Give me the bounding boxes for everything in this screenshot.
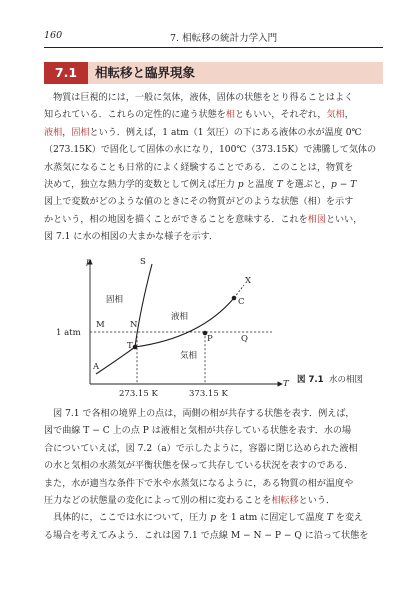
label-1atm: 1 atm: [56, 328, 81, 338]
text-run: 決めて，独立な熱力学的変数として例えば圧力: [44, 180, 238, 191]
text-run: を選ぶと，: [282, 180, 332, 191]
text-run: 図 7.1 に水の相図の大まかな様子を示す．: [44, 232, 219, 243]
text-run: 図 7.1 で各相の境界上の点は，両側の相が共存する状態を表す．例えば，: [44, 409, 355, 419]
vaporization-curve: [135, 298, 234, 347]
text-run: 図で曲線 T − C 上の点 P は液相と気相が共存している状態を表す．水の場: [44, 426, 352, 437]
text-run: という．例えば，1 atm（1 気圧）の下にある液体の水が温度 0℃: [89, 127, 362, 138]
math-variable: T: [350, 180, 357, 191]
text-line: [44, 476, 383, 493]
text-run: を 1 atm に固定して温度: [216, 513, 327, 524]
tick-373: 373.15 K: [189, 389, 228, 399]
text-line: [44, 528, 383, 545]
label-a: A: [93, 362, 100, 372]
label-m: M: [96, 320, 105, 330]
paragraph-2: [44, 406, 383, 545]
math-variable: p: [237, 180, 244, 191]
text-run: と温度: [243, 180, 277, 191]
text-line: [44, 493, 383, 510]
page-number: 160: [44, 30, 63, 41]
text-run: ，: [62, 127, 72, 138]
text-run: 図上で変数がどのような値のときにその物質がどのような状態（相）を示す: [44, 197, 354, 208]
keyword: 相転移: [271, 496, 299, 507]
label-liquid: 液相: [171, 312, 189, 322]
text-run: ，: [344, 110, 354, 121]
label-p: P: [207, 334, 213, 344]
triple-point: [133, 345, 138, 350]
section-number: 7.1: [44, 62, 88, 84]
text-run: （273.15K）で固化して固体の水になり，100℃（373.15K）で沸騰して気体の: [44, 145, 377, 156]
section-title: 相転移と臨界現象: [95, 65, 196, 80]
text-line: [44, 458, 383, 475]
text-run: 物質は巨視的には，一般に気体，液体，固体の状態をとり得ることはよく: [44, 93, 354, 103]
label-solid: 固相: [106, 295, 124, 305]
text-run: を変え: [332, 513, 364, 524]
keyword: 相: [225, 110, 235, 121]
critical-point: [232, 296, 237, 301]
keyword: 液相: [44, 127, 63, 138]
keyword: 相図: [307, 214, 326, 225]
keyword: 固相: [71, 127, 90, 138]
tick-273: 273.15 K: [119, 389, 158, 399]
text-run: る場合を考えてみよう．これは図 7.1 で点線 M − N − P − Q に沿って状態を: [44, 530, 369, 541]
label-c: C: [238, 297, 245, 307]
melting-curve: [135, 264, 152, 347]
label-t: T: [127, 341, 133, 351]
text-run: かという，相の地図を描くことができることを意味する．これを: [44, 214, 308, 225]
text-run: また，水が適当な条件下で氷や水蒸気になるように，ある物質の相が温度や: [44, 478, 354, 489]
text-run: 圧力などの状態量の変化によって別の相に変わることを: [44, 496, 272, 507]
math-variable: p: [210, 513, 217, 524]
axis-label-t: T: [283, 379, 289, 389]
figure-caption: [297, 373, 363, 385]
keyword: 気相: [326, 110, 345, 121]
text-run: の水と気相の水蒸気が平衡状態を保って共存している状況を表すのである．: [44, 461, 354, 472]
text-run: −: [336, 180, 351, 191]
sublimation-curve: [96, 347, 135, 374]
caption-number: 図 7.1: [297, 375, 324, 385]
label-q: Q: [241, 334, 248, 344]
text-line: [44, 441, 383, 458]
label-gas: 気相: [180, 351, 198, 361]
text-line: [44, 423, 383, 440]
text-run: という．: [298, 496, 336, 507]
label-n: N: [130, 320, 138, 330]
text-line: [44, 406, 383, 423]
text-run: 水蒸気になることも日常的によく経験することである．このことは，物質を: [44, 162, 354, 173]
axis-label-p: p: [86, 257, 92, 267]
label-x: X: [245, 276, 252, 286]
text-run: 具体的に，ここでは水について，圧力: [44, 513, 211, 524]
text-run: ともいい，それぞれ，: [235, 110, 327, 121]
math-variable: p: [331, 180, 337, 191]
label-s: S: [140, 257, 146, 267]
chapter-title: 7. 相転移の統計力学入門: [170, 33, 278, 44]
caption-text: 水の相図: [328, 375, 363, 385]
math-variable: T: [326, 513, 333, 524]
text-run: 知られている．これらの定性的に違う状態を: [44, 110, 226, 121]
text-run: といい，: [325, 214, 363, 225]
math-variable: T: [276, 180, 283, 191]
text-line: [44, 510, 383, 527]
text-run: 合についていえば，図 7.2（a）で示したように，容器に閉じ込められた液相: [44, 443, 358, 454]
